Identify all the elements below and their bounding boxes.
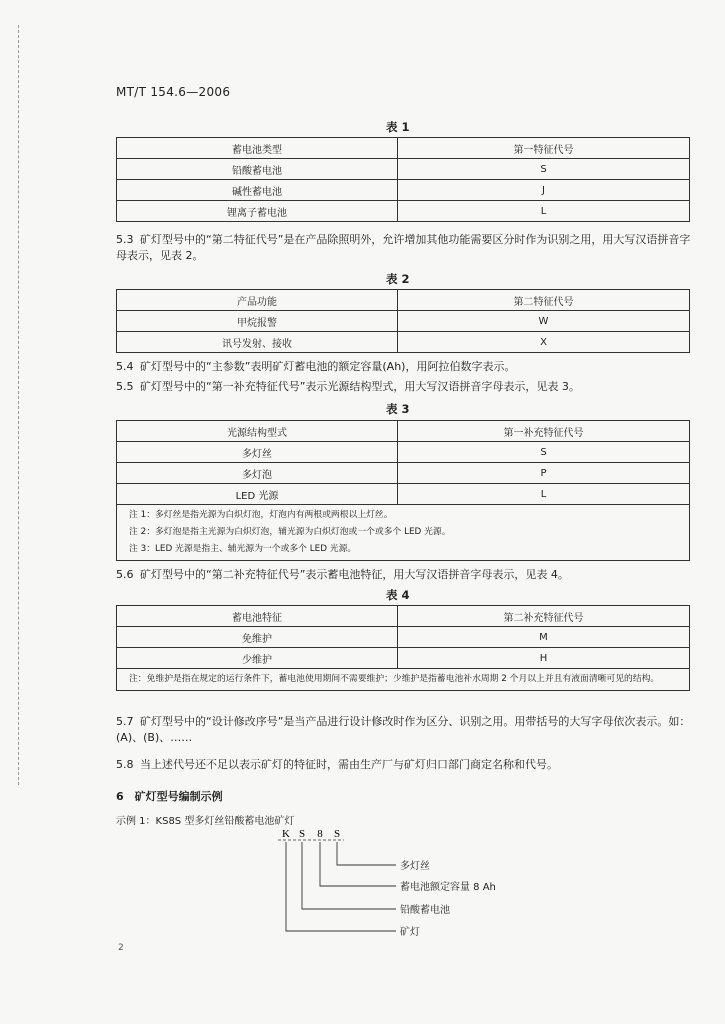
table-header-cell: 第一补充特征代号	[398, 421, 690, 442]
table-row	[117, 159, 690, 180]
leader-line-battery	[302, 842, 396, 909]
table-cell: P	[398, 463, 690, 484]
table1-caption: 表 1	[386, 120, 410, 134]
leader-line-lamp	[286, 842, 396, 931]
table-cell: M	[398, 627, 690, 648]
table-header-cell: 第二特征代号	[398, 290, 690, 311]
clause-number: 5.3	[116, 233, 134, 246]
table-header-row	[117, 290, 690, 311]
table-notes-row	[117, 505, 690, 561]
table-note: 注 2：多灯泡是指主光源为白炽灯泡，辅光源为白炽灯泡或一个或多个 LED 光源。	[129, 527, 451, 537]
table-cell: 多灯丝	[117, 442, 398, 463]
code-letter-s1: S	[298, 828, 306, 840]
table-header-row	[117, 421, 690, 442]
table3	[116, 420, 690, 561]
table-cell: H	[398, 648, 690, 669]
clause-text: 矿灯型号中的“主参数”表明矿灯蓄电池的额定容量(Ah)，用阿拉伯数字表示。	[140, 360, 516, 373]
label-lead-acid-battery: 铅酸蓄电池	[400, 905, 450, 916]
table-cell: 锂离子蓄电池	[117, 201, 398, 222]
clause-number: 5.8	[116, 758, 134, 771]
table-row	[117, 332, 690, 353]
table-header-row	[117, 606, 690, 627]
label-multi-filament: 多灯丝	[400, 861, 430, 872]
table-notes	[117, 669, 690, 691]
paragraph-5-7	[116, 714, 694, 746]
clause-number: 5.7	[116, 715, 134, 728]
table-row	[117, 627, 690, 648]
clause-number: 5.6	[116, 568, 134, 581]
section-6-heading: 6 矿灯型号编制示例	[116, 790, 223, 803]
table-cell: 免维护	[117, 627, 398, 648]
table-note: 注 3：LED 光源是指主、辅光源为一个或多个 LED 光源。	[129, 544, 357, 554]
code-digit-8: 8	[317, 828, 323, 840]
table-cell: 碱性蓄电池	[117, 180, 398, 201]
table-notes-row	[117, 669, 690, 691]
table-cell: S	[398, 442, 690, 463]
table-cell: J	[398, 180, 690, 201]
page-number: 2	[118, 943, 124, 953]
table-header-row	[117, 138, 690, 159]
document-code-header: MT/T 154.6—2006	[116, 85, 231, 99]
code-letter-s2: S	[333, 828, 341, 840]
table-cell: 多灯泡	[117, 463, 398, 484]
table-cell: S	[398, 159, 690, 180]
table4	[116, 605, 690, 691]
clause-text: 矿灯型号中的“第一补充特征代号”表示光源结构型式，用大写汉语拼音字母表示，见表 3。	[140, 380, 580, 393]
code-letter-k: K	[282, 828, 290, 840]
table-header-cell: 蓄电池特征	[117, 606, 398, 627]
binding-line	[18, 25, 19, 785]
paragraph-5-4	[116, 359, 694, 375]
table-cell: 少维护	[117, 648, 398, 669]
table-row	[117, 648, 690, 669]
table-row	[117, 484, 690, 505]
clause-number: 5.4	[116, 360, 134, 373]
clause-text: 矿灯型号中的“设计修改序号”是当产品进行设计修改时作为区分、识别之用。用带括号的大写字母依次表示。如：(A)、(B)、……	[116, 715, 691, 744]
table-cell: 甲烷报警	[117, 311, 398, 332]
table-row	[117, 463, 690, 484]
table-cell: LED 光源	[117, 484, 398, 505]
table-cell: W	[398, 311, 690, 332]
table-note: 注：免维护是指在规定的运行条件下，蓄电池使用期间不需要维护；少维护是指蓄电池补水周期 2 个月以上并且有液面清晰可见的结构。	[129, 674, 660, 684]
paragraph-5-5	[116, 379, 694, 395]
table1	[116, 137, 690, 222]
table-cell: 讯号发射、接收	[117, 332, 398, 353]
table-header-cell: 蓄电池类型	[117, 138, 398, 159]
table-note: 注 1：多灯丝是指光源为白炽灯泡，灯泡内有两根或两根以上灯丝。	[129, 510, 393, 520]
clause-text: 当上述代号还不足以表示矿灯的特征时，需由生产厂与矿灯归口部门商定名称和代号。	[140, 758, 558, 771]
label-mine-lamp: 矿灯	[400, 927, 420, 938]
table-row	[117, 180, 690, 201]
table-row	[117, 442, 690, 463]
clause-number: 5.5	[116, 380, 134, 393]
table-cell: X	[398, 332, 690, 353]
paragraph-5-6	[116, 567, 694, 583]
table4-caption: 表 4	[386, 588, 410, 602]
leader-line-light-source	[337, 842, 396, 865]
table-row	[117, 201, 690, 222]
table2	[116, 289, 690, 353]
table-header-cell: 产品功能	[117, 290, 398, 311]
table-cell: 铅酸蓄电池	[117, 159, 398, 180]
table3-caption: 表 3	[386, 402, 410, 416]
leader-line-capacity	[320, 842, 396, 886]
table2-caption: 表 2	[386, 272, 410, 286]
table-header-cell: 第二补充特征代号	[398, 606, 690, 627]
table-header-cell: 第一特征代号	[398, 138, 690, 159]
example-1-title: 示例 1：KS8S 型多灯丝铅酸蓄电池矿灯	[116, 816, 295, 827]
label-rated-capacity: 蓄电池额定容量 8 Ah	[400, 882, 496, 893]
paragraph-5-8	[116, 757, 694, 773]
table-cell: L	[398, 201, 690, 222]
table-cell: L	[398, 484, 690, 505]
paragraph-5-3	[116, 232, 694, 264]
clause-text: 矿灯型号中的“第二特征代号”是在产品除照明外，允许增加其他功能需要区分时作为识别之用，用大写汉语拼音字母表示，见表 2。	[116, 233, 691, 262]
table-notes	[117, 505, 690, 561]
clause-text: 矿灯型号中的“第二补充特征代号”表示蓄电池特征，用大写汉语拼音字母表示，见表 4。	[140, 568, 569, 581]
table-row	[117, 311, 690, 332]
table-header-cell: 光源结构型式	[117, 421, 398, 442]
